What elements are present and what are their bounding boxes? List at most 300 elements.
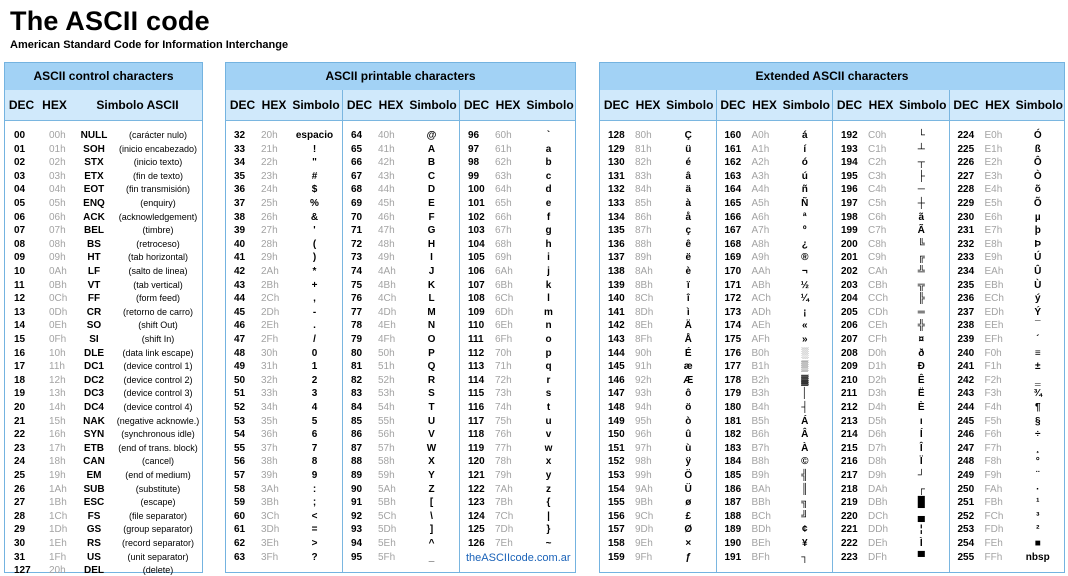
dec-value: 19 xyxy=(14,388,26,400)
hex-value: 92h xyxy=(635,374,652,386)
description-value: (group separator) xyxy=(123,524,193,535)
symbol-value: » xyxy=(801,334,808,345)
dec-value: 147 xyxy=(608,388,625,400)
dec-value: 180 xyxy=(724,402,742,413)
hex-value: 85h xyxy=(635,198,652,209)
symbol-value: SO xyxy=(86,320,102,332)
hex-value: 07h xyxy=(49,225,66,237)
symbol-value: Í xyxy=(919,429,923,441)
symbol-value: ╩ xyxy=(917,266,925,277)
description-value: (shift Out) xyxy=(138,320,178,331)
symbol-value: Ý xyxy=(1034,306,1042,318)
symbol-value: & xyxy=(310,211,319,223)
dec-value: 43 xyxy=(234,279,246,291)
hex-value: B6h xyxy=(751,429,770,441)
dec-value: 58 xyxy=(234,483,246,495)
hex-value: 75h xyxy=(495,415,512,427)
hex-value: 4Ch xyxy=(378,293,397,305)
hex-value: 17h xyxy=(49,442,66,454)
hex-value: FFh xyxy=(984,551,1003,563)
dec-value: 28 xyxy=(14,510,26,522)
symbol-value: k xyxy=(545,279,552,291)
extended-section-title: Extended ASCII characters xyxy=(600,63,1064,91)
description-value: (acknowledgement) xyxy=(118,211,198,222)
dec-value: 253 xyxy=(957,524,975,536)
symbol-value: nbsp xyxy=(1025,551,1050,563)
hex-value: 8Eh xyxy=(635,320,653,332)
col-header-symbol: Simbolo xyxy=(782,98,830,112)
symbol-value: @ xyxy=(426,130,437,141)
symbol-value: ë xyxy=(685,252,692,264)
dec-value: 138 xyxy=(608,266,625,277)
hex-value: 27h xyxy=(261,225,278,237)
symbol-value: ╝ xyxy=(801,510,809,522)
symbol-value: ─ xyxy=(917,184,925,196)
dec-value: 67 xyxy=(351,170,363,182)
hex-value: 2Dh xyxy=(261,306,280,318)
dec-value: 246 xyxy=(957,429,975,441)
col-header-hex: HEX xyxy=(378,98,404,112)
column-divider xyxy=(342,90,343,572)
dec-value: 55 xyxy=(234,442,246,454)
dec-value: 210 xyxy=(841,374,858,386)
dec-value: 163 xyxy=(724,170,742,182)
symbol-value: § xyxy=(1034,415,1041,427)
hex-value: 0Ch xyxy=(49,293,68,305)
hex-value: 64h xyxy=(495,184,512,196)
description-value: (enquiry) xyxy=(140,198,176,208)
symbol-value: ¾ xyxy=(1033,388,1042,400)
symbol-value: ? xyxy=(311,551,318,563)
symbol-value: ¯ xyxy=(1034,320,1041,332)
dec-value: 166 xyxy=(724,211,742,223)
hex-value: 35h xyxy=(261,415,278,427)
symbol-value: ú xyxy=(801,170,808,182)
col-header-symbol: Simbolo xyxy=(292,98,340,112)
dec-value: 08 xyxy=(14,238,26,250)
symbol-value: â xyxy=(685,170,692,182)
hex-value: B8h xyxy=(751,456,770,468)
hex-value: 19h xyxy=(49,470,66,481)
dec-value: 100 xyxy=(468,184,485,196)
symbol-value: L xyxy=(428,293,435,305)
dec-value: 216 xyxy=(841,456,858,468)
symbol-value: ¦ xyxy=(919,524,923,536)
description-value: (inicio encabezado) xyxy=(118,143,198,154)
hex-value: 21h xyxy=(261,143,278,155)
hex-value: DBh xyxy=(868,497,888,509)
dec-value: 46 xyxy=(234,320,246,332)
hex-value: 26h xyxy=(261,211,278,223)
dec-value: 60 xyxy=(234,510,246,522)
hex-value: D7h xyxy=(868,442,887,454)
symbol-value: q xyxy=(545,361,552,373)
dec-value: 45 xyxy=(234,306,246,318)
dec-value: 81 xyxy=(351,361,363,373)
hex-value: 05h xyxy=(49,198,66,209)
dec-value: 153 xyxy=(608,470,625,481)
symbol-value: ACK xyxy=(83,211,105,223)
symbol-value: ┴ xyxy=(917,143,925,155)
dec-value: 109 xyxy=(468,306,485,318)
hex-value: 22h xyxy=(261,157,278,169)
symbol-value: å xyxy=(685,211,692,223)
dec-value: 201 xyxy=(841,252,858,264)
description-value: (file separator) xyxy=(128,510,188,521)
dec-value: 105 xyxy=(468,252,485,264)
hex-value: 8Bh xyxy=(635,279,653,291)
symbol-value: Ó xyxy=(1033,130,1042,141)
symbol-value: è xyxy=(685,266,692,277)
hex-value: 36h xyxy=(261,429,278,441)
dec-value: 05 xyxy=(14,198,26,209)
dec-value: 99 xyxy=(468,170,480,182)
symbol-value: e xyxy=(545,198,552,209)
col-header-dec: DEC xyxy=(229,98,256,112)
symbol-value: ┌ xyxy=(917,483,925,495)
description-value: (fin de texto) xyxy=(132,170,184,181)
dec-value: 01 xyxy=(14,143,26,155)
hex-value: E6h xyxy=(984,211,1003,223)
hex-value: DAh xyxy=(868,483,888,495)
dec-value: 132 xyxy=(608,184,625,196)
dec-value: 85 xyxy=(351,415,363,427)
symbol-value: US xyxy=(87,551,101,563)
dec-value: 222 xyxy=(841,538,858,549)
description-value: (shift In) xyxy=(141,334,175,344)
dec-value: 150 xyxy=(608,429,625,441)
hex-value: 11h xyxy=(49,361,65,373)
symbol-value: 5 xyxy=(311,415,318,427)
hex-value: 58h xyxy=(378,456,395,468)
symbol-value: SOH xyxy=(83,143,105,155)
hex-value: 02h xyxy=(49,157,66,169)
symbol-value: STX xyxy=(84,157,104,169)
dec-value: 122 xyxy=(468,483,485,495)
dec-value: 111 xyxy=(468,334,484,345)
hex-value: F8h xyxy=(984,456,1002,468)
hex-value: 6Dh xyxy=(495,306,514,318)
symbol-value: t xyxy=(546,402,551,413)
hex-value: 94h xyxy=(635,402,652,413)
symbol-value: CR xyxy=(86,306,102,318)
dec-value: 26 xyxy=(14,483,26,495)
hex-value: 9Fh xyxy=(635,551,653,563)
dec-value: 255 xyxy=(957,551,975,563)
symbol-value: ╦ xyxy=(917,279,925,291)
hex-value: 91h xyxy=(635,361,652,373)
symbol-value: / xyxy=(313,334,316,345)
symbol-value: ð xyxy=(918,347,925,359)
dec-value: 146 xyxy=(608,374,625,386)
col-header-dec: DEC xyxy=(953,98,979,112)
hex-value: B0h xyxy=(751,347,770,359)
symbol-value: Á xyxy=(801,415,809,427)
dec-value: 169 xyxy=(724,252,742,264)
dec-value: 20 xyxy=(14,402,26,413)
hex-value: DCh xyxy=(868,510,889,522)
hex-value: C0h xyxy=(868,130,887,141)
symbol-value: á xyxy=(801,130,808,141)
printable-rows xyxy=(226,121,575,572)
symbol-value: ª xyxy=(802,211,807,223)
symbol-value: ┐ xyxy=(801,551,809,563)
hex-value: 74h xyxy=(495,402,512,413)
col-header-hex: HEX xyxy=(868,98,894,112)
dec-value: 178 xyxy=(724,374,742,386)
hex-value: 6Fh xyxy=(495,334,513,345)
hex-value: 20h xyxy=(261,130,278,141)
hex-value: F1h xyxy=(984,361,1002,373)
dec-value: 74 xyxy=(351,266,363,277)
hex-value: 55h xyxy=(378,415,395,427)
dec-value: 113 xyxy=(468,361,485,373)
symbol-value: 6 xyxy=(311,429,318,441)
hex-value: 3Dh xyxy=(261,524,280,536)
dec-value: 206 xyxy=(841,320,858,332)
symbol-value: ¬ xyxy=(801,266,808,277)
hex-value: 89h xyxy=(635,252,652,264)
hex-value: 67h xyxy=(495,225,512,237)
control-characters-table xyxy=(4,62,203,576)
dec-value: 198 xyxy=(841,211,858,223)
hex-value: A7h xyxy=(751,225,770,237)
col-header-symbol: Simbolo ASCII xyxy=(96,98,179,112)
col-header-symbol: Simbolo xyxy=(899,98,947,112)
hex-value: 86h xyxy=(635,211,652,223)
symbol-value: ┼ xyxy=(917,198,925,209)
dec-value: 157 xyxy=(608,524,625,536)
hex-value: 61h xyxy=(495,143,512,155)
dec-value: 197 xyxy=(841,198,858,209)
dec-value: 23 xyxy=(14,442,26,454)
symbol-value: ' xyxy=(313,225,316,237)
symbol-value: ¢ xyxy=(801,524,808,536)
hex-value: 6Ch xyxy=(495,293,514,305)
hex-value: E5h xyxy=(984,198,1003,209)
hex-value: 65h xyxy=(495,198,512,209)
symbol-value: NULL xyxy=(80,130,108,141)
hex-value: 0Fh xyxy=(49,334,67,345)
hex-value: EFh xyxy=(984,334,1003,345)
dec-value: 68 xyxy=(351,184,363,196)
hex-value: 15h xyxy=(49,415,66,427)
hex-value: 40h xyxy=(378,130,395,141)
symbol-value: ║ xyxy=(801,483,809,495)
hex-value: 96h xyxy=(635,429,652,441)
symbol-value: Û xyxy=(1034,266,1042,277)
dec-value: 106 xyxy=(468,266,485,277)
dec-value: 70 xyxy=(351,211,363,223)
symbol-value: X xyxy=(428,456,435,468)
dec-value: 87 xyxy=(351,442,363,454)
hex-value: 97h xyxy=(635,442,652,454)
dec-value: 90 xyxy=(351,483,363,495)
symbol-value: ╔ xyxy=(917,252,925,264)
dec-value: 117 xyxy=(468,415,485,427)
dec-value: 211 xyxy=(841,388,858,400)
dec-value: 116 xyxy=(468,402,485,413)
dec-value: 145 xyxy=(608,361,625,373)
dec-value: 30 xyxy=(14,538,26,549)
symbol-value: ï xyxy=(686,279,690,291)
symbol-value: ¡ xyxy=(803,306,807,318)
dec-value: 130 xyxy=(608,157,625,169)
dec-value: 44 xyxy=(234,293,246,305)
hex-value: 7Ah xyxy=(495,483,513,495)
hex-value: 54h xyxy=(378,402,395,413)
hex-value: 88h xyxy=(635,238,652,250)
symbol-value: ├ xyxy=(917,170,925,182)
symbol-value: ^ xyxy=(428,538,435,549)
hex-value: C1h xyxy=(868,143,887,155)
symbol-value: 2 xyxy=(311,374,318,386)
description-value: (device control 1) xyxy=(123,361,193,372)
symbol-value: , xyxy=(313,293,316,305)
hex-value: CCh xyxy=(868,293,889,305)
symbol-value: ▀ xyxy=(917,551,925,563)
symbol-value: ÷ xyxy=(1035,429,1041,441)
symbol-value: ╬ xyxy=(917,320,925,332)
symbol-value: DLE xyxy=(84,347,104,359)
symbol-value: v xyxy=(545,429,552,441)
dec-value: 80 xyxy=(351,347,363,359)
symbol-value: EM xyxy=(86,470,102,481)
dec-value: 108 xyxy=(468,293,485,305)
dec-value: 121 xyxy=(468,470,485,481)
dec-value: 231 xyxy=(957,225,975,237)
symbol-value: ¹ xyxy=(1036,497,1040,509)
hex-value: 69h xyxy=(495,252,512,264)
hex-value: 72h xyxy=(495,374,512,386)
dec-value: 249 xyxy=(957,470,975,481)
symbol-value: ° xyxy=(1035,456,1040,468)
dec-value: 232 xyxy=(957,238,975,250)
column-divider xyxy=(832,90,833,572)
dec-value: 04 xyxy=(14,184,26,196)
site-link[interactable]: theASCIIcode.com.ar xyxy=(466,552,571,564)
dec-value: 102 xyxy=(468,211,485,223)
symbol-value: ═ xyxy=(917,306,925,318)
symbol-value: Ð xyxy=(917,361,925,373)
symbol-value: ≡ xyxy=(1034,347,1041,359)
symbol-value: = xyxy=(311,524,318,536)
dec-value: 252 xyxy=(957,510,975,522)
hex-value: A6h xyxy=(751,211,770,223)
symbol-value: ╣ xyxy=(801,470,809,481)
dec-value: 64 xyxy=(351,130,363,141)
dec-value: 188 xyxy=(724,510,742,522)
hex-value: 76h xyxy=(495,429,512,441)
symbol-value: DEL xyxy=(84,565,104,576)
dec-value: 159 xyxy=(608,551,625,563)
symbol-value: Ñ xyxy=(801,198,809,209)
symbol-value: M xyxy=(427,306,436,318)
dec-value: 230 xyxy=(957,211,975,223)
hex-value: CBh xyxy=(868,279,888,291)
symbol-value: DC1 xyxy=(83,361,104,373)
dec-value: 00 xyxy=(14,130,26,141)
symbol-value: ô xyxy=(685,388,692,400)
dec-value: 83 xyxy=(351,388,363,400)
symbol-value: EOT xyxy=(83,184,105,196)
symbol-value: DC2 xyxy=(83,374,104,386)
hex-value: 9Bh xyxy=(635,497,653,509)
dec-value: 124 xyxy=(468,510,485,522)
symbol-value: V xyxy=(428,429,435,441)
symbol-value: ▄ xyxy=(917,510,925,522)
description-value: (cancel) xyxy=(141,456,174,467)
dec-value: 196 xyxy=(841,184,858,196)
symbol-value: ö xyxy=(685,402,692,413)
hex-value: 29h xyxy=(261,252,278,264)
symbol-value: Õ xyxy=(1033,198,1042,209)
hex-value: B3h xyxy=(751,388,770,400)
hex-value: 4Bh xyxy=(378,279,396,291)
description-value: (delete) xyxy=(142,565,174,576)
dec-value: 242 xyxy=(957,374,975,386)
symbol-value: GS xyxy=(86,524,102,536)
hex-value: D8h xyxy=(868,456,887,468)
dec-value: 148 xyxy=(608,402,625,413)
symbol-value: ENQ xyxy=(83,198,105,209)
symbol-value: Æ xyxy=(683,374,694,386)
symbol-value: r xyxy=(546,374,551,386)
dec-value: 15 xyxy=(14,334,26,345)
symbol-value: ! xyxy=(312,143,317,155)
dec-value: 107 xyxy=(468,279,485,291)
hex-value: EEh xyxy=(984,320,1004,332)
description-value: (form feed) xyxy=(135,293,180,304)
dec-value: 240 xyxy=(957,347,975,359)
symbol-value: g xyxy=(545,225,552,237)
symbol-value: B xyxy=(427,157,436,169)
symbol-value: Ä xyxy=(684,320,692,332)
col-header-hex: HEX xyxy=(495,98,521,112)
hex-value: 44h xyxy=(378,184,395,196)
hex-value: 9Eh xyxy=(635,538,653,549)
hex-value: 2Fh xyxy=(261,334,279,345)
hex-value: 4Fh xyxy=(378,334,396,345)
dec-value: 48 xyxy=(234,347,246,359)
hex-value: 0Bh xyxy=(49,279,67,291)
symbol-value: T xyxy=(428,402,435,413)
dec-value: 177 xyxy=(724,361,742,373)
hex-value: E8h xyxy=(984,238,1003,250)
hex-value: 62h xyxy=(495,157,512,169)
hex-value: C5h xyxy=(868,198,887,209)
dec-value: 137 xyxy=(608,252,625,264)
description-value: (carácter nulo) xyxy=(128,130,188,140)
dec-value: 134 xyxy=(608,211,625,223)
symbol-value: Â xyxy=(801,429,809,441)
symbol-value: } xyxy=(546,524,551,536)
symbol-value: µ xyxy=(1034,211,1041,223)
hex-value: ECh xyxy=(984,293,1004,305)
symbol-value: BEL xyxy=(84,225,104,237)
dec-value: 187 xyxy=(724,497,742,509)
hex-value: 63h xyxy=(495,170,512,182)
col-header-hex: HEX xyxy=(42,98,67,112)
dec-value: 229 xyxy=(957,198,975,209)
symbol-value: % xyxy=(310,198,319,209)
hex-value: C6h xyxy=(868,211,887,223)
symbol-value: SI xyxy=(89,334,99,345)
symbol-value: Þ xyxy=(1034,238,1042,250)
hex-value: 93h xyxy=(635,388,652,400)
extended-characters-table xyxy=(599,62,1065,573)
dec-value: 25 xyxy=(14,470,26,481)
